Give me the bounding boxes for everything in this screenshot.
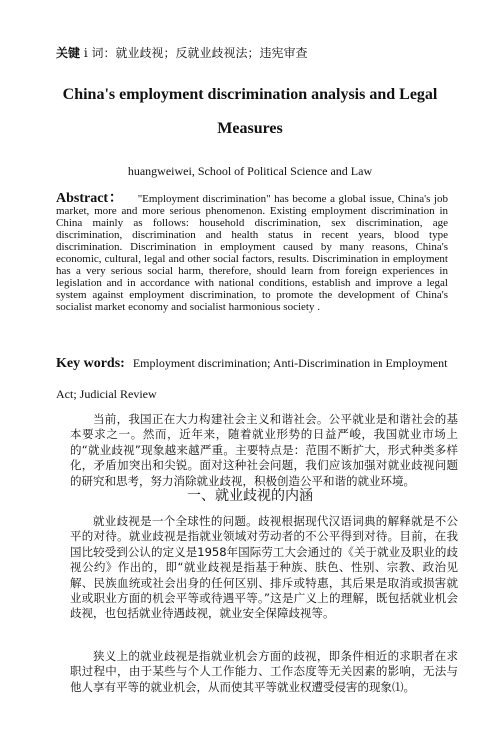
definition-paragraph: 就业歧视是一个全球性的问题。歧视根据现代汉语词典的解释就是不公平的对待。就业歧视是指就业领域对劳动者的不公平得到对待。目前，在我国比较受到公认的定义是1958年国际劳工大会通过的《关于就业及职业的歧视公约》作出的，即“就业歧视是指基于种族、肤色、性别、宗教、政治见解、民族血统或社会出身的任何区别、排斥或特惠，其后果是取消或损害就业或职业方面的机会平等或待遇平等。”这是广义上的理解，既包括就业机会歧视，也包括就业待遇歧视，就业安全保障歧视等。	[70, 514, 458, 621]
english-keywords	[56, 348, 448, 409]
chinese-keywords	[56, 44, 307, 61]
intro-paragraph: 当前，我国正在大力构建社会主义和谐社会。公平就业是和谐社会的基本要求之一。然而，近年来，随着就业形势的日益严峻，我国就业市场上的“就业歧视”现象越来越严重。主要特点是：范围不断扩大，形式种类多样化，矛盾加突出和尖锐。面对这种社会问题，我们应该加强对就业歧视问题的研究和思考，努力消除就业歧视，积极创造公平和谐的就业环境。	[70, 412, 458, 488]
author-line: huangweiwei, School of Political Science and Law	[127, 164, 373, 178]
abstract-label: Abstract：	[56, 191, 124, 206]
chinese-keywords-text: i 词：就业歧视；反就业歧视法；违宪审查	[80, 46, 308, 60]
english-title: China's employment discrimination analysis and Legal Measures	[62, 86, 438, 137]
abstract-block	[56, 193, 448, 313]
english-keywords-text: Employment discrimination; Anti-Discrimination in Employment Act; Judicial Review	[56, 356, 448, 401]
chinese-keywords-label: 关键	[56, 46, 81, 60]
abstract-text: "Employment discrimination" has become a global issue, China's job market, more and more serious phenomenon. Existing employment discrimination in China mainly as follows: household discrimination, sex discrimination, age discrimination, discrimination and health status in recent years, blood type discrimination. Discrimination in employment caused by many reasons, China's economic, cultural, legal and other social factors, results. Discrimination in employment has a very serious social harm, therefore, should learn from foreign experiences in legislation and in accordance with national conditions, establish and improve a legal system against employment discrimination, to promote the development of China's socialist market economy and socialist harmonious society .	[56, 193, 448, 313]
english-keywords-label: Key words:	[56, 356, 125, 371]
section-heading: 一、就业歧视的内涵	[187, 488, 313, 504]
narrow-definition-paragraph: 狭义上的就业歧视是指就业机会方面的歧视，即条件相近的求职者在求职过程中，由于某些与个人工作能力、工作态度等无关因素的影响，无法与他人享有平等的就业机会，从而使其平等就业权遭受侵害的现象⑴。	[70, 649, 458, 694]
